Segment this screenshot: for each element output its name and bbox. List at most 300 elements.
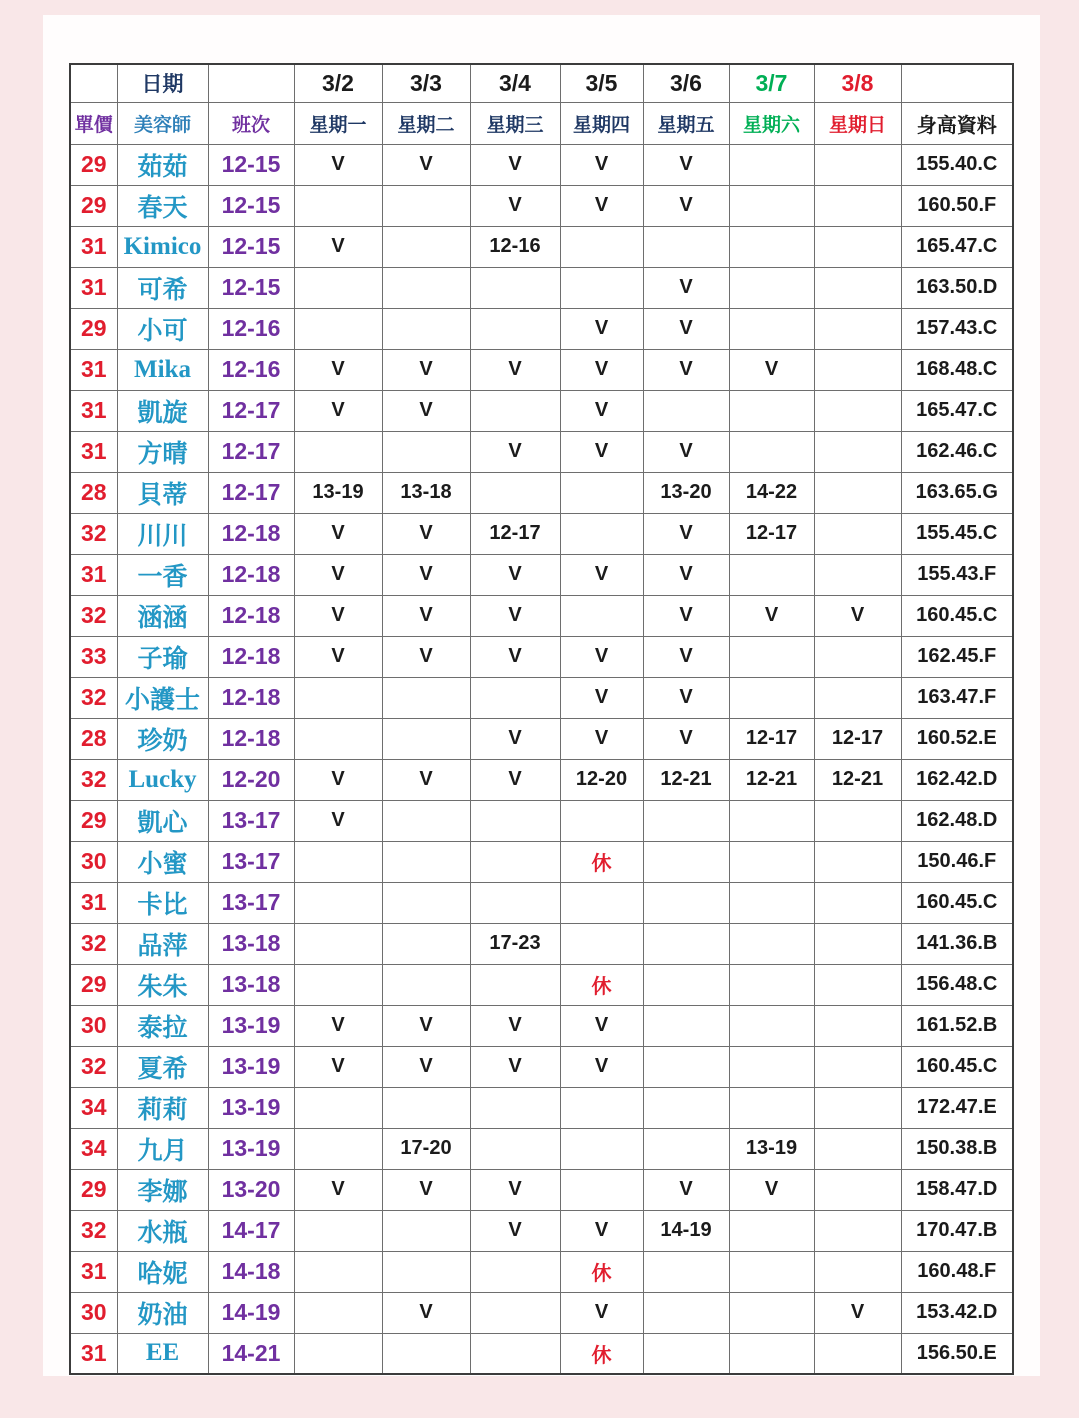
weekday-header: 星期五 [643,102,729,144]
day-cell: V [643,185,729,226]
day-cell [382,431,470,472]
day-cell [382,923,470,964]
shift-cell: 12-20 [208,759,294,800]
table-row [70,1169,1013,1210]
day-cell [470,1128,560,1169]
weekday-header: 星期一 [294,102,382,144]
day-cell: V [382,1005,470,1046]
date-header-row [70,64,1013,102]
day-cell: V [643,144,729,185]
date-label: 日期 [117,64,208,102]
day-cell: 13-19 [729,1128,814,1169]
height-cell: 160.50.F [901,185,1013,226]
day-cell [814,185,901,226]
day-cell [294,882,382,923]
day-cell: V [382,144,470,185]
day-cell: V [382,1046,470,1087]
day-cell [814,1046,901,1087]
name-cell: 夏希 [117,1046,208,1087]
name-cell: 小蜜 [117,841,208,882]
day-cell: V [294,513,382,554]
day-cell [814,554,901,595]
shift-cell: 13-17 [208,800,294,841]
day-cell [729,1251,814,1292]
day-cell: V [560,144,643,185]
day-cell [470,841,560,882]
day-cell: V [382,1169,470,1210]
shift-cell: 12-18 [208,718,294,759]
table-row [70,718,1013,759]
day-cell: V [470,1210,560,1251]
day-cell [814,472,901,513]
table-row [70,636,1013,677]
day-cell [643,841,729,882]
date-header: 3/4 [470,64,560,102]
day-cell: V [560,636,643,677]
day-cell [560,267,643,308]
day-cell: 17-23 [470,923,560,964]
table-row [70,1333,1013,1374]
day-cell: V [729,1169,814,1210]
name-cell: EE [117,1333,208,1374]
day-cell [814,1210,901,1251]
price-cell: 31 [70,431,117,472]
day-cell [814,1251,901,1292]
day-cell [382,267,470,308]
day-cell [470,1251,560,1292]
shift-cell: 12-16 [208,308,294,349]
day-cell [814,1087,901,1128]
height-cell: 155.45.C [901,513,1013,554]
day-cell [382,882,470,923]
name-cell: 莉莉 [117,1087,208,1128]
day-cell [560,226,643,267]
day-cell [470,1292,560,1333]
blank-cell [70,64,117,102]
name-cell: 一香 [117,554,208,595]
price-header: 單價 [70,102,117,144]
price-cell: 32 [70,513,117,554]
day-cell [814,513,901,554]
day-cell [470,1087,560,1128]
day-cell [729,308,814,349]
day-cell: V [560,718,643,759]
table-row [70,431,1013,472]
day-cell [382,308,470,349]
shift-cell: 14-19 [208,1292,294,1333]
day-cell: V [294,1046,382,1087]
day-cell [470,677,560,718]
day-cell: V [382,349,470,390]
artist-header: 美容師 [117,102,208,144]
day-cell: V [560,677,643,718]
day-cell: V [294,1005,382,1046]
price-cell: 31 [70,1333,117,1374]
table-row [70,1046,1013,1087]
day-cell: V [294,144,382,185]
day-cell [294,308,382,349]
day-cell [814,841,901,882]
day-cell: V [382,759,470,800]
table-row [70,677,1013,718]
price-cell: 30 [70,1005,117,1046]
name-cell: 小護士 [117,677,208,718]
day-cell: 17-20 [382,1128,470,1169]
height-cell: 141.36.B [901,923,1013,964]
day-cell [729,144,814,185]
table-row [70,226,1013,267]
day-cell: V [294,390,382,431]
day-cell [560,472,643,513]
day-cell: V [470,185,560,226]
day-cell: V [643,636,729,677]
name-cell: 可希 [117,267,208,308]
day-cell: 12-17 [814,718,901,759]
height-cell: 162.46.C [901,431,1013,472]
day-cell: 休 [560,964,643,1005]
price-cell: 32 [70,1046,117,1087]
name-cell: 水瓶 [117,1210,208,1251]
day-cell [729,390,814,431]
day-cell [470,964,560,1005]
blank-cell [208,64,294,102]
day-cell [470,308,560,349]
day-cell [814,800,901,841]
day-cell [814,349,901,390]
day-cell [560,923,643,964]
name-cell: 方晴 [117,431,208,472]
day-cell [814,677,901,718]
day-cell [382,718,470,759]
day-cell [294,841,382,882]
table-row [70,759,1013,800]
shift-cell: 13-19 [208,1046,294,1087]
day-cell [560,513,643,554]
blank-cell [901,64,1013,102]
day-cell [814,1128,901,1169]
day-cell: V [560,431,643,472]
day-cell: 13-20 [643,472,729,513]
day-cell: V [560,349,643,390]
table-row [70,1292,1013,1333]
shift-cell: 13-18 [208,923,294,964]
day-cell [560,1128,643,1169]
table-row [70,964,1013,1005]
day-cell: 12-17 [729,513,814,554]
price-cell: 29 [70,800,117,841]
day-cell [729,554,814,595]
shift-cell: 12-17 [208,472,294,513]
day-cell [814,636,901,677]
table-row [70,554,1013,595]
day-cell: 休 [560,1333,643,1374]
day-cell: V [560,554,643,595]
day-cell: 12-21 [729,759,814,800]
day-cell: V [382,595,470,636]
day-cell: V [643,718,729,759]
shift-cell: 14-21 [208,1333,294,1374]
name-cell: Kimico [117,226,208,267]
table-row [70,800,1013,841]
day-cell [294,1128,382,1169]
day-cell: 12-21 [814,759,901,800]
day-cell [643,1292,729,1333]
height-cell: 155.43.F [901,554,1013,595]
height-cell: 160.52.E [901,718,1013,759]
date-header: 3/6 [643,64,729,102]
day-cell [729,1046,814,1087]
day-cell: V [470,144,560,185]
day-cell [560,595,643,636]
price-cell: 30 [70,1292,117,1333]
height-cell: 157.43.C [901,308,1013,349]
height-cell: 172.47.E [901,1087,1013,1128]
table-row [70,1128,1013,1169]
day-cell [729,1292,814,1333]
shift-cell: 14-18 [208,1251,294,1292]
day-cell [643,1128,729,1169]
day-cell [729,964,814,1005]
shift-cell: 13-18 [208,964,294,1005]
height-cell: 156.50.E [901,1333,1013,1374]
table-row [70,923,1013,964]
price-cell: 28 [70,718,117,759]
day-cell [814,923,901,964]
name-cell: Mika [117,349,208,390]
name-cell: 小可 [117,308,208,349]
shift-cell: 12-17 [208,431,294,472]
shift-cell: 13-19 [208,1128,294,1169]
day-cell [643,1333,729,1374]
day-cell [643,800,729,841]
day-cell [294,431,382,472]
day-cell: V [643,1169,729,1210]
day-cell [643,1087,729,1128]
day-cell: V [560,1292,643,1333]
day-cell [729,636,814,677]
name-cell: 卡比 [117,882,208,923]
price-cell: 34 [70,1128,117,1169]
name-cell: 朱朱 [117,964,208,1005]
day-cell [382,185,470,226]
height-cell: 160.45.C [901,1046,1013,1087]
price-cell: 32 [70,923,117,964]
day-cell [382,226,470,267]
height-cell: 168.48.C [901,349,1013,390]
date-header: 3/2 [294,64,382,102]
day-cell [294,718,382,759]
day-cell [294,267,382,308]
price-cell: 34 [70,1087,117,1128]
name-cell: 貝蒂 [117,472,208,513]
shift-cell: 14-17 [208,1210,294,1251]
height-cell: 162.48.D [901,800,1013,841]
day-cell [294,1251,382,1292]
day-cell: V [382,390,470,431]
price-cell: 29 [70,1169,117,1210]
table-row [70,1087,1013,1128]
day-cell: V [294,226,382,267]
day-cell: V [382,554,470,595]
day-cell: 13-19 [294,472,382,513]
name-cell: 春天 [117,185,208,226]
height-cell: 160.48.F [901,1251,1013,1292]
day-cell: V [294,595,382,636]
table-row [70,185,1013,226]
name-cell: 凱旋 [117,390,208,431]
column-header-row [70,102,1013,144]
price-cell: 29 [70,185,117,226]
name-cell: 泰拉 [117,1005,208,1046]
day-cell: V [382,1292,470,1333]
height-cell: 158.47.D [901,1169,1013,1210]
day-cell [814,267,901,308]
day-cell: V [294,554,382,595]
height-cell: 161.52.B [901,1005,1013,1046]
shift-cell: 12-15 [208,185,294,226]
shift-cell: 13-20 [208,1169,294,1210]
day-cell [729,226,814,267]
day-cell: 休 [560,841,643,882]
height-cell: 170.47.B [901,1210,1013,1251]
day-cell: V [643,677,729,718]
day-cell [643,390,729,431]
day-cell [814,1169,901,1210]
table-row [70,1251,1013,1292]
day-cell [643,882,729,923]
price-cell: 29 [70,308,117,349]
table-row [70,390,1013,431]
name-cell: 品萍 [117,923,208,964]
shift-cell: 12-16 [208,349,294,390]
height-cell: 162.42.D [901,759,1013,800]
day-cell: V [560,308,643,349]
day-cell [560,1169,643,1210]
day-cell: V [382,636,470,677]
day-cell: V [294,800,382,841]
height-cell: 162.45.F [901,636,1013,677]
day-cell: V [643,513,729,554]
shift-cell: 12-18 [208,636,294,677]
day-cell: V [560,1210,643,1251]
price-cell: 32 [70,677,117,718]
day-cell [382,677,470,718]
day-cell [729,431,814,472]
day-cell: 12-20 [560,759,643,800]
day-cell [470,472,560,513]
table-row [70,349,1013,390]
shift-cell: 12-15 [208,226,294,267]
day-cell [382,964,470,1005]
table-row [70,308,1013,349]
day-cell [382,841,470,882]
day-cell: V [643,267,729,308]
day-cell [814,226,901,267]
day-cell [643,1251,729,1292]
day-cell: V [643,595,729,636]
shift-cell: 12-18 [208,513,294,554]
price-cell: 31 [70,882,117,923]
day-cell: 12-17 [470,513,560,554]
weekday-header: 星期日 [814,102,901,144]
shift-cell: 13-19 [208,1005,294,1046]
day-cell: 13-18 [382,472,470,513]
day-cell [729,1333,814,1374]
day-cell: V [470,636,560,677]
shift-cell: 12-15 [208,267,294,308]
day-cell [294,185,382,226]
price-cell: 31 [70,554,117,595]
day-cell: V [470,349,560,390]
weekday-header: 星期四 [560,102,643,144]
day-cell: 14-19 [643,1210,729,1251]
shift-header: 班次 [208,102,294,144]
day-cell [729,185,814,226]
day-cell: V [294,759,382,800]
day-cell: V [729,349,814,390]
day-cell: V [294,349,382,390]
price-cell: 32 [70,595,117,636]
weekday-header: 星期二 [382,102,470,144]
table-row [70,513,1013,554]
height-cell: 165.47.C [901,390,1013,431]
name-cell: 哈妮 [117,1251,208,1292]
name-cell: 子瑜 [117,636,208,677]
day-cell [814,308,901,349]
day-cell: V [643,431,729,472]
day-cell: V [382,513,470,554]
weekday-header: 星期六 [729,102,814,144]
day-cell [643,226,729,267]
day-cell [294,677,382,718]
day-cell [294,1210,382,1251]
name-cell: 奶油 [117,1292,208,1333]
table-row [70,1005,1013,1046]
price-cell: 31 [70,1251,117,1292]
table-row [70,267,1013,308]
day-cell [470,267,560,308]
day-cell [560,800,643,841]
weekday-header: 星期三 [470,102,560,144]
shift-cell: 13-17 [208,841,294,882]
shift-cell: 12-15 [208,144,294,185]
day-cell [814,1005,901,1046]
day-cell: 休 [560,1251,643,1292]
table-row [70,882,1013,923]
price-cell: 30 [70,841,117,882]
day-cell: V [560,1005,643,1046]
shift-cell: 12-18 [208,677,294,718]
day-cell [729,1005,814,1046]
price-cell: 32 [70,1210,117,1251]
name-cell: 凱心 [117,800,208,841]
day-cell [729,1210,814,1251]
day-cell [729,800,814,841]
price-cell: 28 [70,472,117,513]
shift-cell: 12-18 [208,595,294,636]
schedule-table [69,63,1014,1375]
day-cell: V [294,1169,382,1210]
height-cell: 163.47.F [901,677,1013,718]
name-cell: 涵涵 [117,595,208,636]
day-cell [729,677,814,718]
day-cell [814,964,901,1005]
price-cell: 29 [70,144,117,185]
height-cell: 150.38.B [901,1128,1013,1169]
day-cell [814,431,901,472]
price-cell: 29 [70,964,117,1005]
date-header: 3/8 [814,64,901,102]
